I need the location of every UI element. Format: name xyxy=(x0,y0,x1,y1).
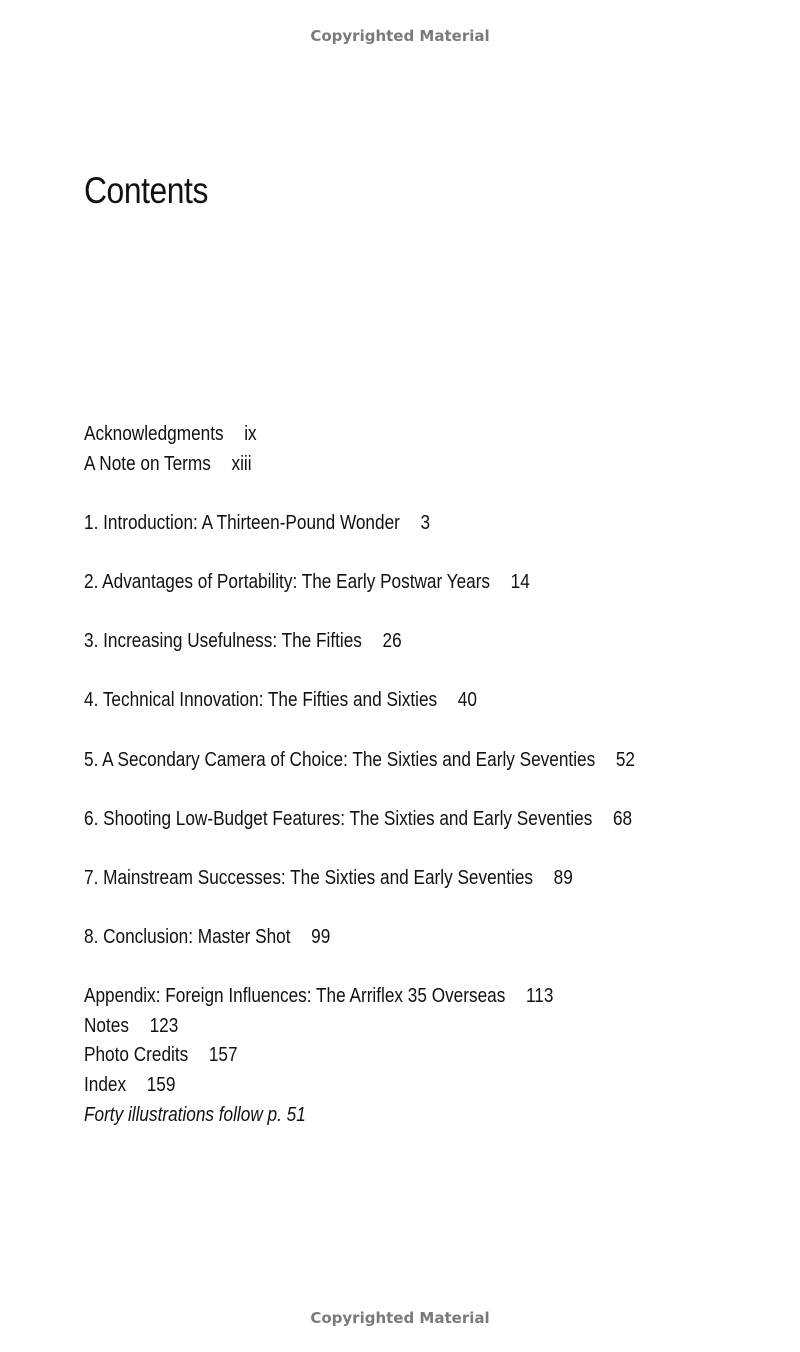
toc-entry-label: 2. Advantages of Portability: The Early Postwar Years xyxy=(84,570,491,593)
toc-entry-label: 5. A Secondary Camera of Choice: The Sixties and Early Seventies xyxy=(84,748,596,771)
toc-entry-page: 157 xyxy=(208,1044,238,1067)
spacer xyxy=(84,894,669,924)
toc-entry-page: 40 xyxy=(457,689,477,712)
copyright-watermark-bottom: Copyrighted Material xyxy=(310,1309,490,1327)
toc-entry-label: A Note on Terms xyxy=(84,452,211,475)
toc-entry-chapter-1 xyxy=(84,509,669,539)
toc-entry-chapter-2 xyxy=(84,568,669,598)
toc-entry-chapter-7 xyxy=(84,864,669,894)
spacer xyxy=(84,834,669,864)
toc-entry-chapter-8 xyxy=(84,923,669,953)
toc-entry-chapter-4 xyxy=(84,686,669,716)
toc-entry-appendix xyxy=(84,982,669,1012)
toc-entry-page: xiii xyxy=(231,452,252,475)
toc-entry-page: 99 xyxy=(311,926,331,949)
toc-entry-page: 14 xyxy=(510,570,530,593)
spacer xyxy=(84,716,669,746)
table-of-contents xyxy=(84,420,669,1130)
toc-entry-page: 68 xyxy=(612,807,633,830)
spacer xyxy=(84,479,669,509)
toc-entry-page: 89 xyxy=(553,866,573,889)
toc-entry-index xyxy=(84,1071,669,1101)
toc-entry-photo-credits xyxy=(84,1041,669,1071)
spacer xyxy=(84,598,669,628)
toc-entry-label: 7. Mainstream Successes: The Sixties and Early Seventies xyxy=(84,866,534,889)
toc-entry-chapter-6 xyxy=(84,805,669,835)
toc-entry-acknowledgments xyxy=(84,420,669,450)
toc-entry-page: 113 xyxy=(525,985,554,1008)
spacer xyxy=(84,657,669,687)
copyright-watermark-top: Copyrighted Material xyxy=(310,27,490,45)
toc-entry-label: 4. Technical Innovation: The Fifties and Sixties xyxy=(84,689,438,712)
toc-entry-page: 159 xyxy=(146,1074,176,1097)
toc-entry-label: Appendix: Foreign Influences: The Arriflex 35 Overseas xyxy=(84,985,506,1008)
toc-entry-label: Acknowledgments xyxy=(84,423,224,445)
toc-entry-page: 52 xyxy=(615,748,635,771)
toc-entry-label: Photo Credits xyxy=(84,1044,189,1067)
toc-entry-page: 3 xyxy=(420,511,431,534)
toc-entry-page: ix xyxy=(244,423,257,445)
toc-entry-chapter-3 xyxy=(84,627,669,657)
toc-entry-label: Index xyxy=(84,1074,127,1097)
toc-entry-chapter-5 xyxy=(84,746,669,776)
spacer xyxy=(84,953,669,983)
toc-entry-label: 3. Increasing Usefulness: The Fifties xyxy=(84,630,362,653)
toc-entry-notes xyxy=(84,1012,669,1042)
toc-entry-label: 8. Conclusion: Master Shot xyxy=(84,926,291,949)
toc-entry-page: 123 xyxy=(149,1014,179,1037)
toc-entry-label: 1. Introduction: A Thirteen-Pound Wonder xyxy=(84,511,400,534)
toc-entry-label: 6. Shooting Low-Budget Features: The Sixties and Early Seventies xyxy=(84,807,593,830)
spacer xyxy=(84,538,669,568)
toc-entry-page: 26 xyxy=(382,630,402,653)
spacer xyxy=(84,775,669,805)
toc-entry-note-on-terms xyxy=(84,450,669,480)
toc-entry-label: Notes xyxy=(84,1014,129,1037)
page-title: Contents xyxy=(84,170,208,211)
illustrations-note: Forty illustrations follow p. 51 xyxy=(84,1103,306,1126)
